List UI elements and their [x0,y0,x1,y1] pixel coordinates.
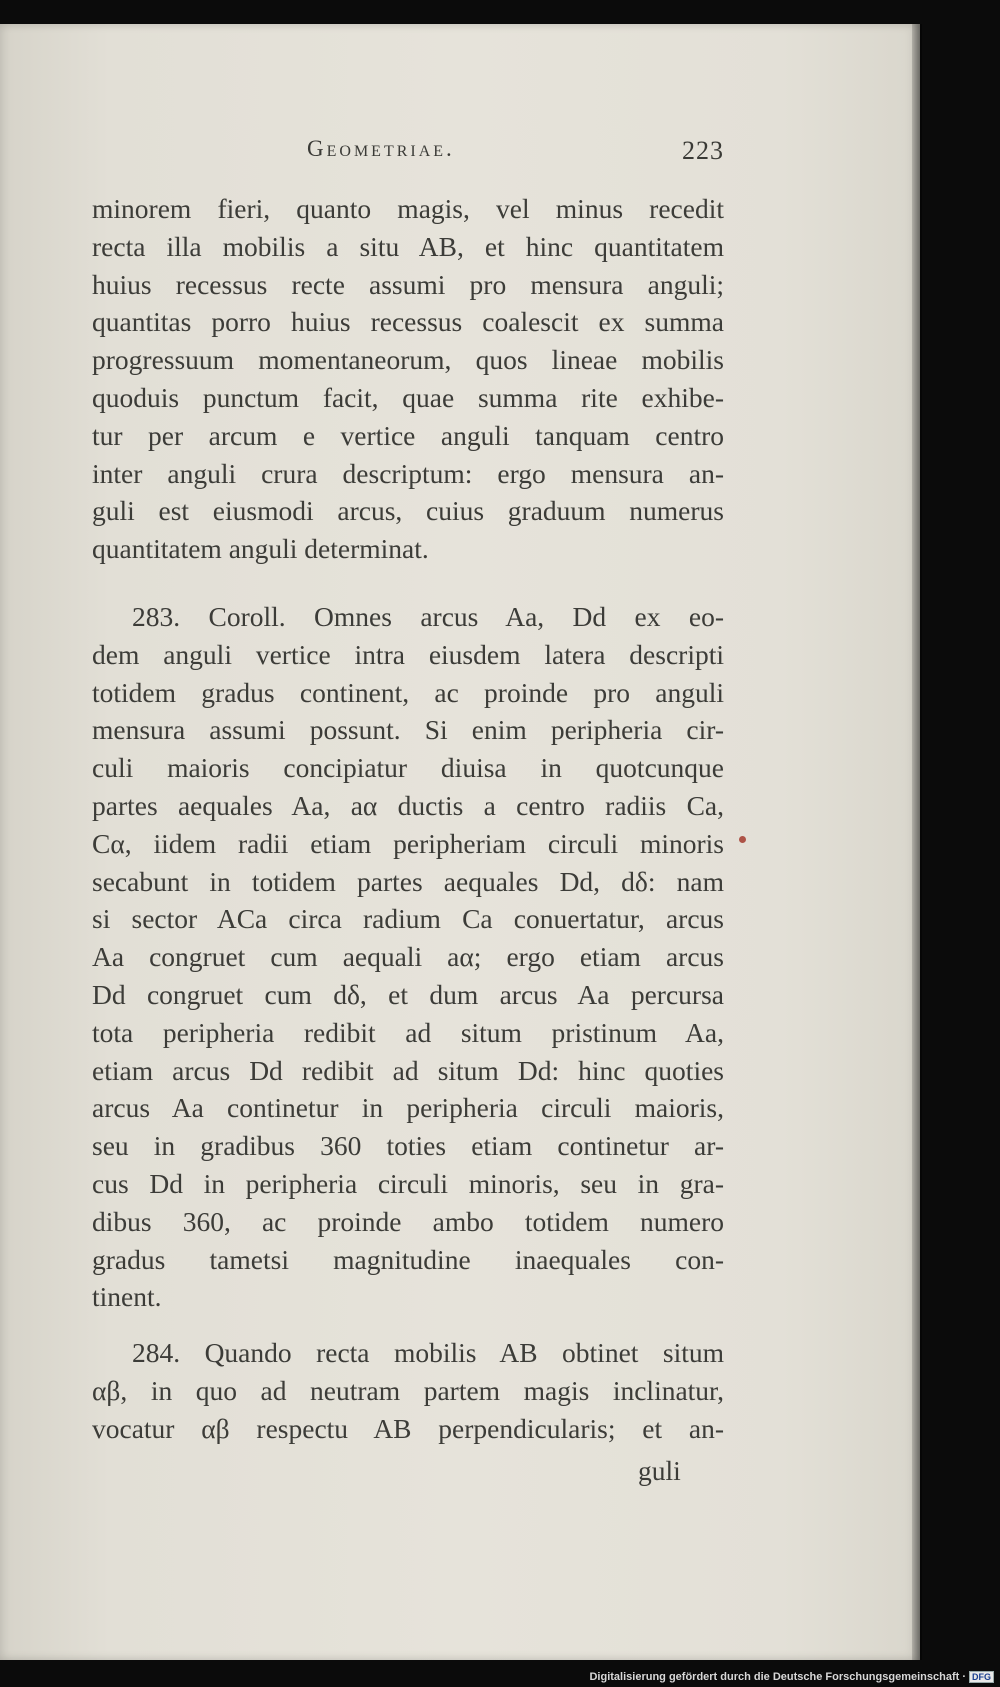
text-line: Aa congruet cum aequali aα; ergo etiam arcus [92,941,724,973]
text-line: culi maioris concipiatur diuisa in quotcunque [92,752,724,784]
paragraph-283-corollary [92,598,724,1316]
ink-spot [739,836,746,843]
paragraph-282-continued [92,190,724,568]
text-line: si sector ACa circa radium Ca conuertatur, arcus [92,903,724,935]
text-line: quantitas porro huius recessus coalescit ex summa [92,306,724,338]
text-line: gradus tametsi magnitudine inaequales con- [92,1243,724,1275]
footer-text: Digitalisierung gefördert durch die Deutsche Forschungsgemeinschaft · [589,1671,966,1683]
text-line: tur per arcum e vertice anguli tanquam centro [92,419,724,451]
text-line: αβ, in quo ad neutram partem magis inclinatur, [92,1374,724,1406]
text-line: vocatur αβ respectu AB perpendicularis; et an- [92,1412,724,1444]
text-line: arcus Aa continetur in peripheria circuli maioris, [92,1092,724,1124]
text-line: Cα, iidem radii etiam peripheriam circuli minoris [92,827,724,859]
text-line: quoduis punctum facit, quae summa rite exhibe- [92,381,724,413]
text-line: 283. Coroll. Omnes arcus Aa, Dd ex eo- [132,601,724,632]
catchword: guli [638,1455,681,1486]
text-line: quantitatem anguli determinat. [92,533,429,565]
paragraph-284 [92,1334,724,1447]
text-line: Dd congruet cum dδ, et dum arcus Aa percursa [92,978,724,1010]
text-line: progressuum momentaneorum, quos lineae mobilis [92,344,724,376]
text-line: totidem gradus continent, ac proinde pro anguli [92,676,724,708]
text-line: huius recessus recte assumi pro mensura anguli; [92,268,724,300]
text-line: mensura assumi possunt. Si enim peripheria cir- [92,714,724,746]
dfg-logo-icon: DFG [969,1671,994,1683]
text-line: dibus 360, ac proinde ambo totidem numero [92,1205,724,1237]
running-head-title: Geometriae. [307,136,455,161]
page-number: 223 [682,136,724,165]
page-edge-shadow [912,24,922,1660]
text-line: tinent. [92,1281,162,1313]
text-line: cus Dd in peripheria circuli minoris, seu in gra- [92,1167,724,1199]
text-line: guli est eiusmodi arcus, cuius graduum numerus [92,495,724,527]
text-line: partes aequales Aa, aα ductis a centro radiis Ca, [92,789,724,821]
text-line: 284. Quando recta mobilis AB obtinet situm [132,1337,724,1368]
text-line: dem anguli vertice intra eiusdem latera descripti [92,638,724,670]
running-head [92,136,724,176]
text-line: seu in gradibus 360 toties etiam continetur ar- [92,1130,724,1162]
text-line: secabunt in totidem partes aequales Dd, dδ: nam [92,865,724,897]
footer-credit [589,1671,994,1683]
text-line: minorem fieri, quanto magis, vel minus recedit [92,193,724,224]
text-line: etiam arcus Dd redibit ad situm Dd: hinc quoties [92,1054,724,1086]
text-line: recta illa mobilis a situ AB, et hinc quantitatem [92,230,724,262]
text-line: inter anguli crura descriptum: ergo mensura an- [92,457,724,489]
text-line: tota peripheria redibit ad situm pristinum Aa, [92,1016,724,1048]
